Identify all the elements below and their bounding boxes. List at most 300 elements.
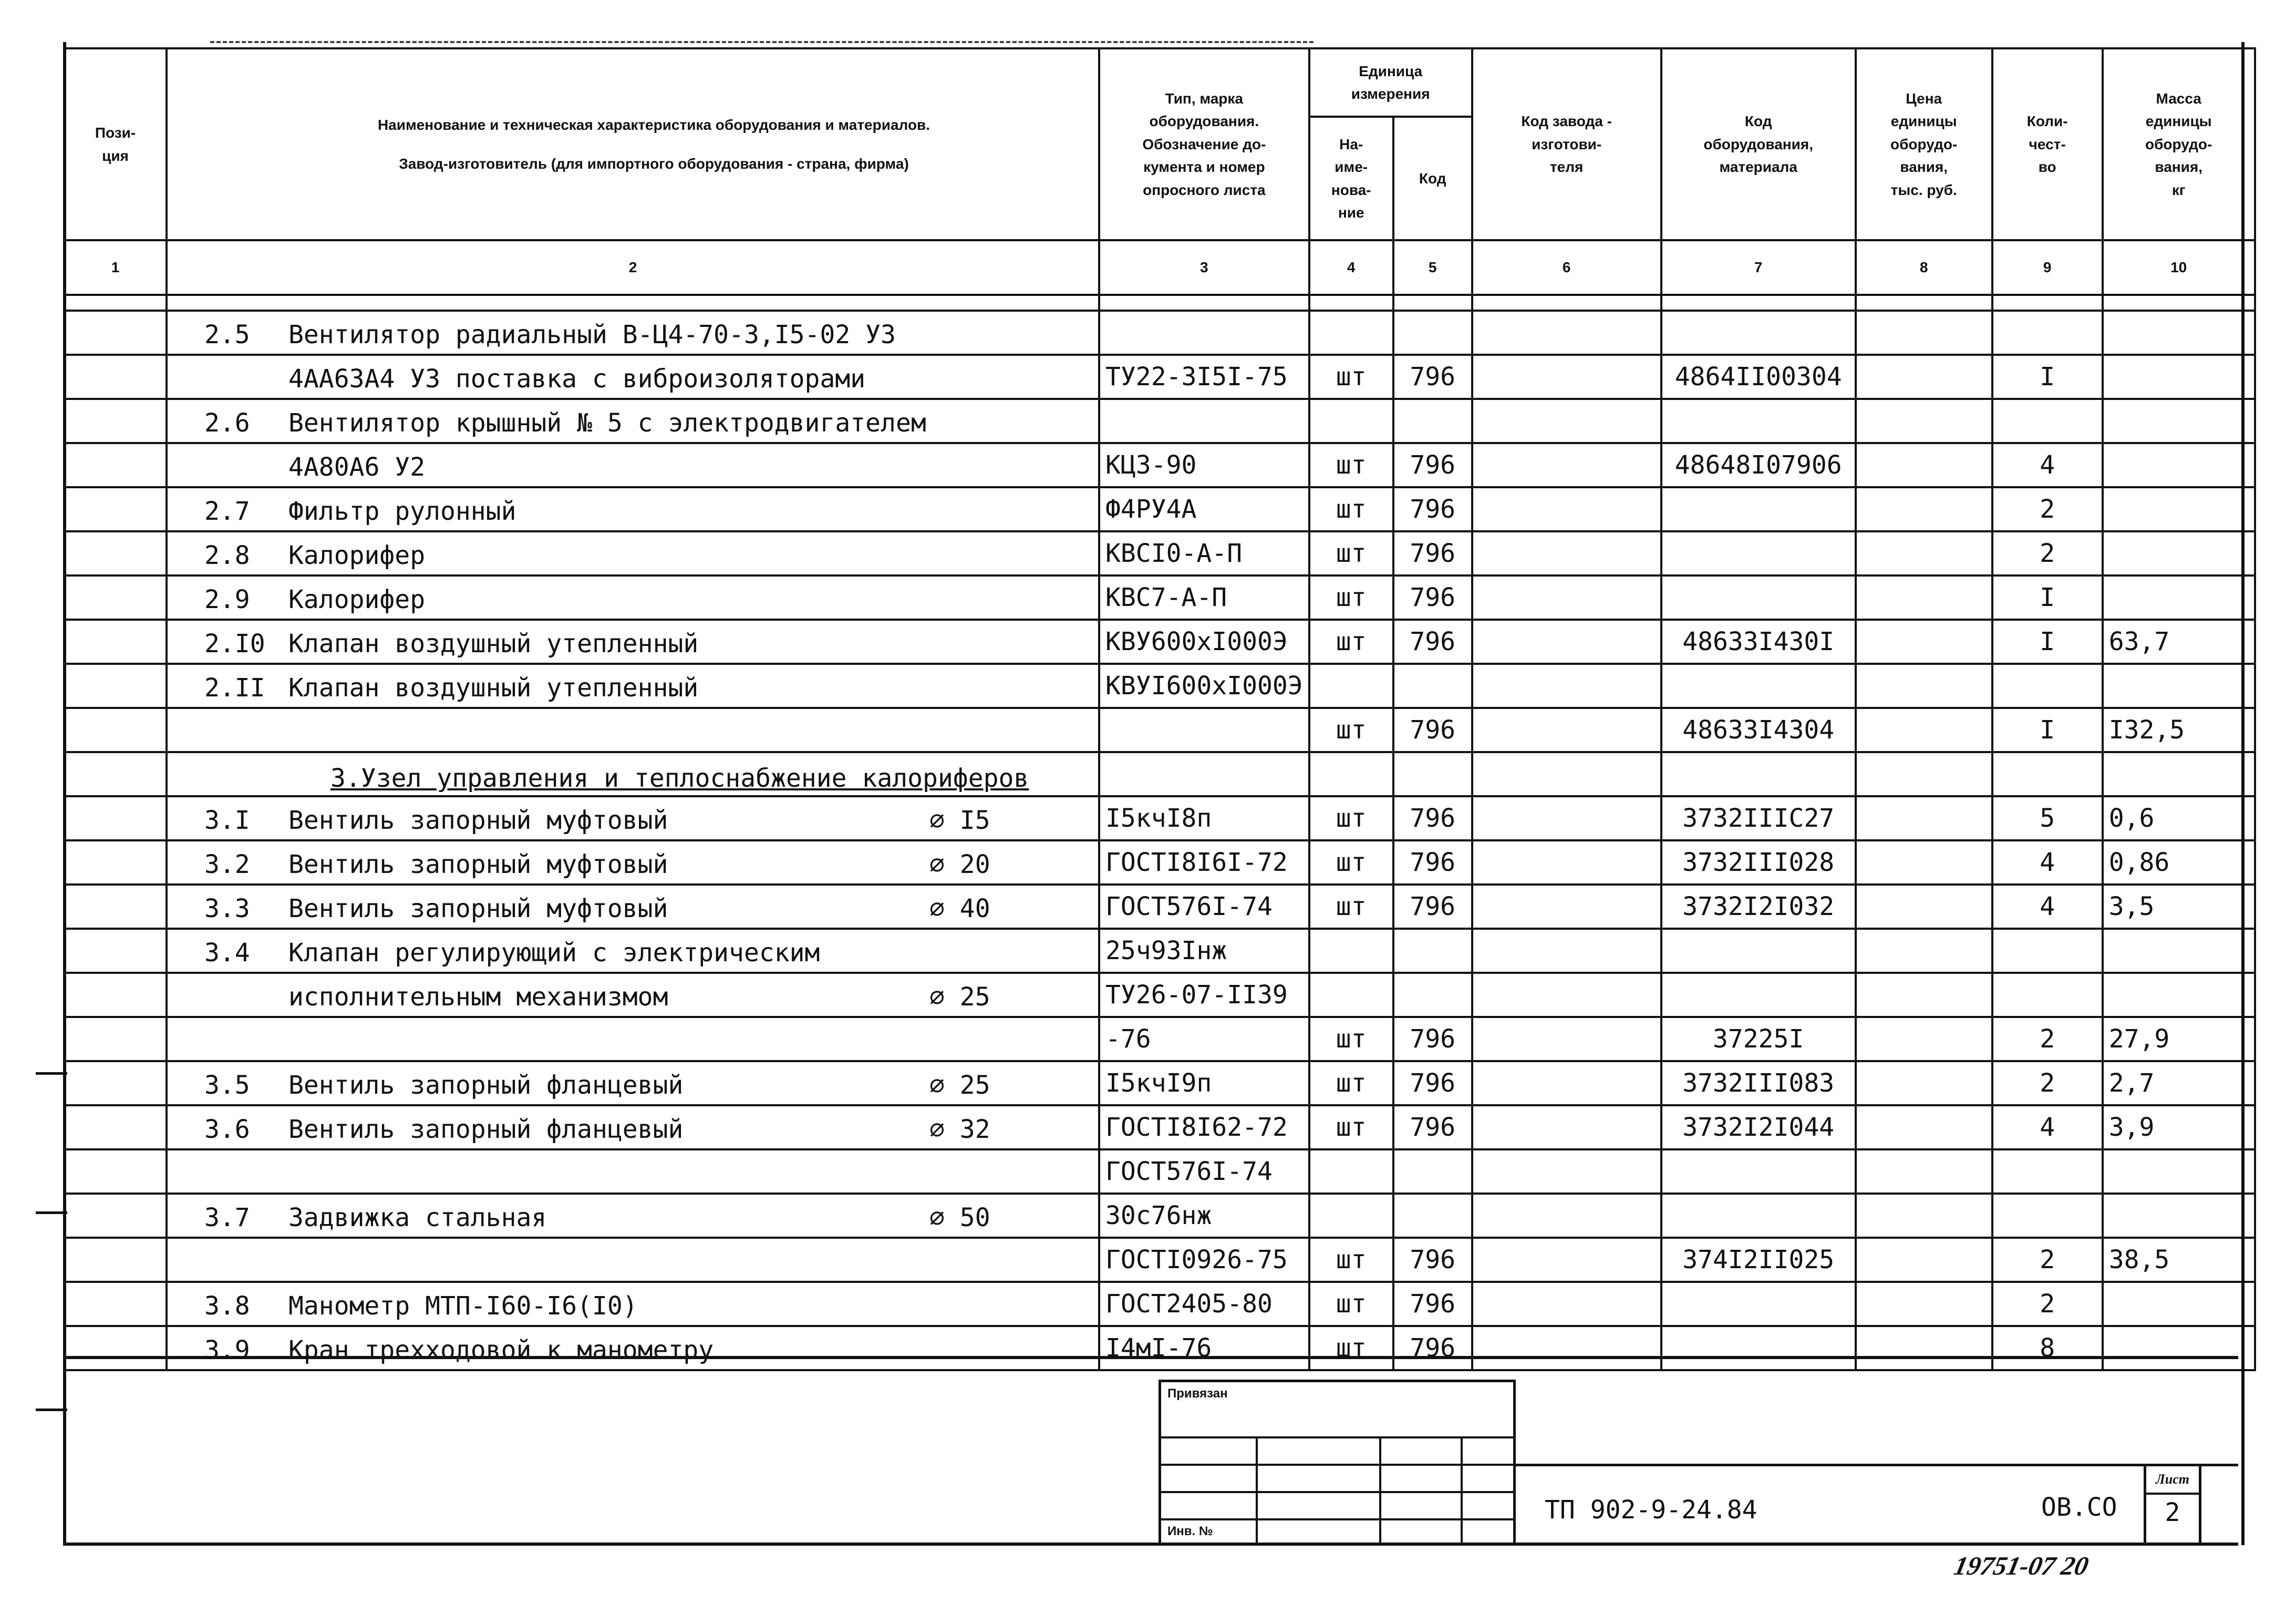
item-type: ГОСТI8I6I-72 [1099, 840, 1309, 885]
header-factory-code [1472, 48, 1661, 240]
document-mark: ОВ.СО [2041, 1493, 2117, 1522]
column-number: 9 [1992, 240, 2103, 295]
item-mass [2103, 1149, 2255, 1194]
item-type: КВУI600хI000Э [1099, 664, 1309, 708]
empty-cell [64, 1326, 167, 1370]
item-quantity: 2 [1992, 1017, 2103, 1061]
item-factory-code [1472, 355, 1661, 399]
item-description [167, 708, 1099, 752]
item-type: ГОСТ576I-74 [1099, 885, 1309, 929]
empty-cell [64, 487, 167, 531]
header-line: единицы [2145, 113, 2212, 130]
header-line: ция [102, 147, 129, 164]
header-line: вания, [2155, 159, 2203, 176]
header-line: во [2038, 159, 2056, 176]
item-factory-code [1472, 1326, 1661, 1370]
item-unit: шт [1309, 1282, 1393, 1326]
header-line: Завод-изготовитель (для импортного оборудования - страна, фирма) [399, 155, 909, 172]
specification-table [63, 47, 2256, 1371]
item-type: КВС7-А-П [1099, 575, 1309, 620]
margin-tick [36, 1211, 67, 1214]
empty-cell [64, 443, 167, 487]
empty-cell [64, 664, 167, 708]
item-description [167, 1238, 1099, 1282]
item-description [167, 973, 1099, 1017]
item-mass [2103, 1326, 2255, 1370]
item-equipment-code: 3732I2I032 [1661, 885, 1856, 929]
item-factory-code [1472, 531, 1661, 575]
header-line: измерения [1351, 86, 1430, 102]
header-position [64, 48, 167, 240]
item-name: Калорифер [288, 585, 426, 614]
table-row [64, 399, 2255, 443]
inventory-label: Инв. № [1167, 1524, 1213, 1538]
table-row [64, 929, 2255, 973]
item-name: Вентилятор крышный № 5 с электродвигателем [288, 408, 926, 438]
item-type: ТУ26-07-II39 [1099, 973, 1309, 1017]
item-equipment-code [1661, 1282, 1856, 1326]
header-line: ние [1338, 204, 1364, 221]
item-name: 4АА63А4 УЗ поставка с виброизоляторами [288, 364, 866, 394]
item-equipment-code: 3732III028 [1661, 840, 1856, 885]
empty-cell [64, 973, 167, 1017]
item-position: 2.I0 [204, 629, 265, 659]
header-line: Единица [1359, 63, 1423, 79]
item-type: 25ч93Iнж [1099, 929, 1309, 973]
item-description [167, 840, 1099, 885]
item-quantity [1992, 929, 2103, 973]
item-quantity: I [1992, 355, 2103, 399]
header-quantity [1992, 48, 2103, 240]
item-name: Вентиль запорный муфтовый [288, 894, 668, 923]
item-description [167, 575, 1099, 620]
item-type [1099, 708, 1309, 752]
item-unit: шт [1309, 1061, 1393, 1105]
empty-cell [64, 1149, 167, 1194]
item-mass: 63,7 [2103, 620, 2255, 664]
header-line: Цена [1906, 90, 1942, 107]
table-row [64, 1017, 2255, 1061]
header-line: оборудования. [1149, 113, 1259, 130]
item-unit-code: 796 [1393, 620, 1472, 664]
item-position: 3.7 [204, 1203, 250, 1232]
item-unit: шт [1309, 1017, 1393, 1061]
margin-tick [36, 1409, 67, 1411]
item-mass [2103, 575, 2255, 620]
item-factory-code [1472, 929, 1661, 973]
item-mass [2103, 443, 2255, 487]
item-name: Вентиль запорный фланцевый [288, 1115, 684, 1144]
empty-cell [64, 355, 167, 399]
item-price [1856, 1105, 1992, 1149]
item-diameter: ∅ 32 [929, 1115, 990, 1144]
column-number: 7 [1661, 240, 1856, 295]
item-unit-code: 796 [1393, 575, 1472, 620]
item-type: Ф4РУ4А [1099, 487, 1309, 531]
item-unit-code: 796 [1393, 1061, 1472, 1105]
item-unit-code: 796 [1393, 1017, 1472, 1061]
item-type [1099, 311, 1309, 355]
item-unit [1309, 399, 1393, 443]
item-price [1856, 796, 1992, 840]
item-unit: шт [1309, 708, 1393, 752]
item-mass: 38,5 [2103, 1238, 2255, 1282]
empty-cell [64, 1017, 167, 1061]
item-position: 3.4 [204, 938, 250, 968]
item-quantity: 2 [1992, 1282, 2103, 1326]
item-unit-code [1393, 1149, 1472, 1194]
table-row [64, 1194, 2255, 1238]
header-line: оборудо- [1890, 136, 1958, 152]
top-cut-line [210, 41, 1314, 43]
item-quantity: 8 [1992, 1326, 2103, 1370]
item-unit-code: 796 [1393, 796, 1472, 840]
item-name: Вентиль запорный муфтовый [288, 850, 668, 879]
table-row [64, 620, 2255, 664]
sheet-number: 2 [2165, 1498, 2180, 1527]
item-price [1856, 708, 1992, 752]
item-name: Калорифер [288, 541, 426, 570]
item-unit-code: 796 [1393, 885, 1472, 929]
table-row [64, 885, 2255, 929]
empty-cell [1992, 752, 2103, 796]
item-price [1856, 531, 1992, 575]
item-factory-code [1472, 796, 1661, 840]
header-line: Наименование и техническая характеристика оборудования и материалов. [377, 117, 930, 133]
item-factory-code [1472, 1061, 1661, 1105]
header-unit [1309, 48, 1472, 117]
item-equipment-code [1661, 487, 1856, 531]
header-line: Пози- [95, 125, 136, 141]
item-quantity [1992, 664, 2103, 708]
item-unit: шт [1309, 796, 1393, 840]
item-equipment-code: 48633I4304 [1661, 708, 1856, 752]
item-unit: шт [1309, 531, 1393, 575]
item-position: 3.5 [204, 1071, 250, 1100]
item-mass [2103, 399, 2255, 443]
item-name: Клапан воздушный утепленный [288, 673, 699, 703]
empty-cell [64, 1282, 167, 1326]
item-description [167, 664, 1099, 708]
item-diameter: ∅ I5 [929, 806, 990, 835]
item-type: 30с76нж [1099, 1194, 1309, 1238]
header-mass [2103, 48, 2255, 240]
empty-cell [2103, 752, 2255, 796]
item-equipment-code [1661, 1194, 1856, 1238]
header-line: изготови- [1532, 136, 1602, 152]
item-mass [2103, 355, 2255, 399]
header-type [1099, 48, 1309, 240]
spacer-row [64, 295, 2255, 311]
header-line: материала [1719, 159, 1797, 176]
item-price [1856, 1149, 1992, 1194]
item-type: I4мI-76 [1099, 1326, 1309, 1370]
item-quantity [1992, 311, 2103, 355]
header-line: Масса [2156, 90, 2201, 107]
item-unit [1309, 664, 1393, 708]
item-description [167, 1326, 1099, 1370]
item-name: Кран трехходовой к манометру [288, 1335, 714, 1365]
sheet-cell [2144, 1466, 2201, 1545]
empty-cell [64, 885, 167, 929]
item-description [167, 1282, 1099, 1326]
header-line: име- [1335, 159, 1368, 176]
item-quantity [1992, 1149, 2103, 1194]
table-row [64, 311, 2255, 355]
table-bottom-line [63, 1356, 2238, 1359]
item-equipment-code [1661, 311, 1856, 355]
document-code: ТП 902-9-24.84 [1545, 1495, 1757, 1525]
empty-cell [1393, 752, 1472, 796]
item-quantity [1992, 399, 2103, 443]
item-description [167, 399, 1099, 443]
header-line: оборудо- [2145, 136, 2212, 152]
column-number: 3 [1099, 240, 1309, 295]
item-mass: 2,7 [2103, 1061, 2255, 1105]
item-mass [2103, 311, 2255, 355]
empty-cell [1309, 752, 1393, 796]
item-description [167, 1149, 1099, 1194]
item-equipment-code [1661, 1326, 1856, 1370]
item-diameter: ∅ 20 [929, 850, 990, 879]
item-description [167, 443, 1099, 487]
column-number: 8 [1856, 240, 1992, 295]
table-row [64, 487, 2255, 531]
item-diameter: ∅ 50 [929, 1203, 990, 1232]
empty-cell [64, 1105, 167, 1149]
item-description [167, 885, 1099, 929]
empty-cell [64, 399, 167, 443]
item-type: КЦ3-90 [1099, 443, 1309, 487]
column-number: 5 [1393, 240, 1472, 295]
item-factory-code [1472, 885, 1661, 929]
item-quantity: 2 [1992, 1238, 2103, 1282]
header-line: На- [1339, 136, 1363, 152]
header-line: Коли- [2026, 113, 2068, 130]
item-name: Вентиль запорный фланцевый [288, 1071, 684, 1100]
item-quantity: I [1992, 620, 2103, 664]
item-equipment-code: 48648I07906 [1661, 443, 1856, 487]
table-row [64, 973, 2255, 1017]
item-description [167, 355, 1099, 399]
item-unit-code: 796 [1393, 1238, 1472, 1282]
item-unit [1309, 311, 1393, 355]
item-position: 2.7 [204, 497, 250, 526]
item-factory-code [1472, 1282, 1661, 1326]
item-description [167, 1061, 1099, 1105]
item-quantity: 4 [1992, 1105, 2103, 1149]
empty-cell [64, 1238, 167, 1282]
column-number: 10 [2103, 240, 2255, 295]
item-price [1856, 311, 1992, 355]
item-unit: шт [1309, 840, 1393, 885]
header-line: кг [2171, 181, 2186, 198]
item-price [1856, 1194, 1992, 1238]
item-equipment-code [1661, 973, 1856, 1017]
item-price [1856, 399, 1992, 443]
item-unit-code: 796 [1393, 487, 1472, 531]
item-unit: шт [1309, 1105, 1393, 1149]
item-unit [1309, 1194, 1393, 1238]
header-line: теля [1549, 159, 1584, 176]
table-row [64, 531, 2255, 575]
column-number: 4 [1309, 240, 1393, 295]
item-name: Фильтр рулонный [288, 497, 516, 526]
empty-cell [1856, 752, 1992, 796]
header-line: Тип, марка [1165, 90, 1243, 107]
item-description [167, 1105, 1099, 1149]
item-equipment-code [1661, 664, 1856, 708]
approval-stamp [1159, 1380, 1516, 1545]
table-row [64, 1105, 2255, 1149]
item-diameter: ∅ 25 [929, 1071, 990, 1100]
item-equipment-code: 3732III083 [1661, 1061, 1856, 1105]
item-name: 4А80А6 У2 [288, 453, 426, 482]
item-unit-code: 796 [1393, 1105, 1472, 1149]
item-mass: 3,5 [2103, 885, 2255, 929]
empty-cell [64, 1061, 167, 1105]
item-description [167, 929, 1099, 973]
item-position: 2.6 [204, 408, 250, 438]
item-unit: шт [1309, 355, 1393, 399]
item-factory-code [1472, 1194, 1661, 1238]
item-quantity [1992, 973, 2103, 1017]
item-position: 3.3 [204, 894, 250, 923]
margin-tick [36, 1072, 67, 1075]
item-mass: I32,5 [2103, 708, 2255, 752]
item-factory-code [1472, 487, 1661, 531]
empty-cell [64, 796, 167, 840]
item-factory-code [1472, 708, 1661, 752]
table-row [64, 1238, 2255, 1282]
item-type: I5кчI8п [1099, 796, 1309, 840]
item-mass: 27,9 [2103, 1017, 2255, 1061]
item-price [1856, 487, 1992, 531]
item-position: 3.8 [204, 1291, 250, 1321]
item-unit-code: 796 [1393, 840, 1472, 885]
header-line: кумента и номер [1143, 159, 1265, 176]
item-factory-code [1472, 840, 1661, 885]
item-type [1099, 399, 1309, 443]
item-unit-code [1393, 973, 1472, 1017]
empty-cell [64, 752, 167, 796]
empty-cell [1472, 752, 1661, 796]
item-factory-code [1472, 973, 1661, 1017]
item-description [167, 620, 1099, 664]
item-unit: шт [1309, 575, 1393, 620]
item-quantity: 2 [1992, 1061, 2103, 1105]
item-type: ГОСТI8I62-72 [1099, 1105, 1309, 1149]
header-unit-name [1309, 117, 1393, 240]
item-unit [1309, 929, 1393, 973]
item-factory-code [1472, 1149, 1661, 1194]
item-type: ГОСТ2405-80 [1099, 1282, 1309, 1326]
item-quantity: 4 [1992, 443, 2103, 487]
table-row [64, 664, 2255, 708]
header-price [1856, 48, 1992, 240]
item-price [1856, 620, 1992, 664]
item-equipment-code: 37225I [1661, 1017, 1856, 1061]
item-equipment-code [1661, 399, 1856, 443]
header-line: вания, [1900, 159, 1948, 176]
item-description [167, 1017, 1099, 1061]
column-number: 1 [64, 240, 167, 295]
item-description [167, 311, 1099, 355]
table-row [64, 1149, 2255, 1194]
header-unit-code: Код [1393, 117, 1472, 240]
item-name: Вентилятор радиальный В-Ц4-70-3,I5-02 УЗ [288, 320, 896, 349]
table-row [64, 355, 2255, 399]
item-position: 2.8 [204, 541, 250, 570]
item-name: Клапан воздушный утепленный [288, 629, 699, 659]
item-diameter: ∅ 25 [929, 982, 990, 1012]
empty-cell [64, 708, 167, 752]
item-description [167, 752, 1099, 796]
empty-cell [64, 1194, 167, 1238]
item-mass [2103, 487, 2255, 531]
item-quantity: 4 [1992, 840, 2103, 885]
item-factory-code [1472, 399, 1661, 443]
archive-number: 19751-07 20 [1951, 1551, 2092, 1580]
header-line: опросного листа [1143, 181, 1266, 198]
item-unit: шт [1309, 487, 1393, 531]
item-unit [1309, 1149, 1393, 1194]
item-equipment-code [1661, 929, 1856, 973]
item-unit-code: 796 [1393, 708, 1472, 752]
item-price [1856, 929, 1992, 973]
item-name: Клапан регулирующий с электрическим [288, 938, 820, 968]
item-name: исполнительным механизмом [288, 982, 668, 1012]
empty-cell [64, 929, 167, 973]
item-equipment-code: 48633I430I [1661, 620, 1856, 664]
item-price [1856, 973, 1992, 1017]
item-diameter: ∅ 40 [929, 894, 990, 923]
empty-cell [1661, 752, 1856, 796]
item-quantity [1992, 1194, 2103, 1238]
item-quantity: I [1992, 575, 2103, 620]
item-position: 2.9 [204, 585, 250, 614]
item-price [1856, 1282, 1992, 1326]
empty-cell [1099, 752, 1309, 796]
item-equipment-code: 374I2II025 [1661, 1238, 1856, 1282]
item-quantity: 5 [1992, 796, 2103, 840]
header-equipment-code [1661, 48, 1856, 240]
item-factory-code [1472, 620, 1661, 664]
header-name [167, 48, 1099, 240]
item-position: 3.6 [204, 1115, 250, 1144]
sheet-label: Лист [2146, 1466, 2199, 1495]
empty-cell [64, 311, 167, 355]
item-price [1856, 575, 1992, 620]
item-factory-code [1472, 443, 1661, 487]
item-description [167, 796, 1099, 840]
item-price [1856, 885, 1992, 929]
item-quantity: 2 [1992, 531, 2103, 575]
item-unit [1309, 973, 1393, 1017]
item-mass: 0,86 [2103, 840, 2255, 885]
header-line: тыс. руб. [1890, 181, 1957, 198]
item-unit-code: 796 [1393, 1326, 1472, 1370]
item-price [1856, 443, 1992, 487]
section-heading: 3.Узел управления и теплоснабжение калориферов [330, 764, 1029, 793]
item-price [1856, 664, 1992, 708]
item-type: КВСI0-А-П [1099, 531, 1309, 575]
item-position: 3.I [204, 806, 250, 835]
item-name: Задвижка стальная [288, 1203, 547, 1232]
item-unit-code [1393, 929, 1472, 973]
item-factory-code [1472, 575, 1661, 620]
item-equipment-code [1661, 575, 1856, 620]
